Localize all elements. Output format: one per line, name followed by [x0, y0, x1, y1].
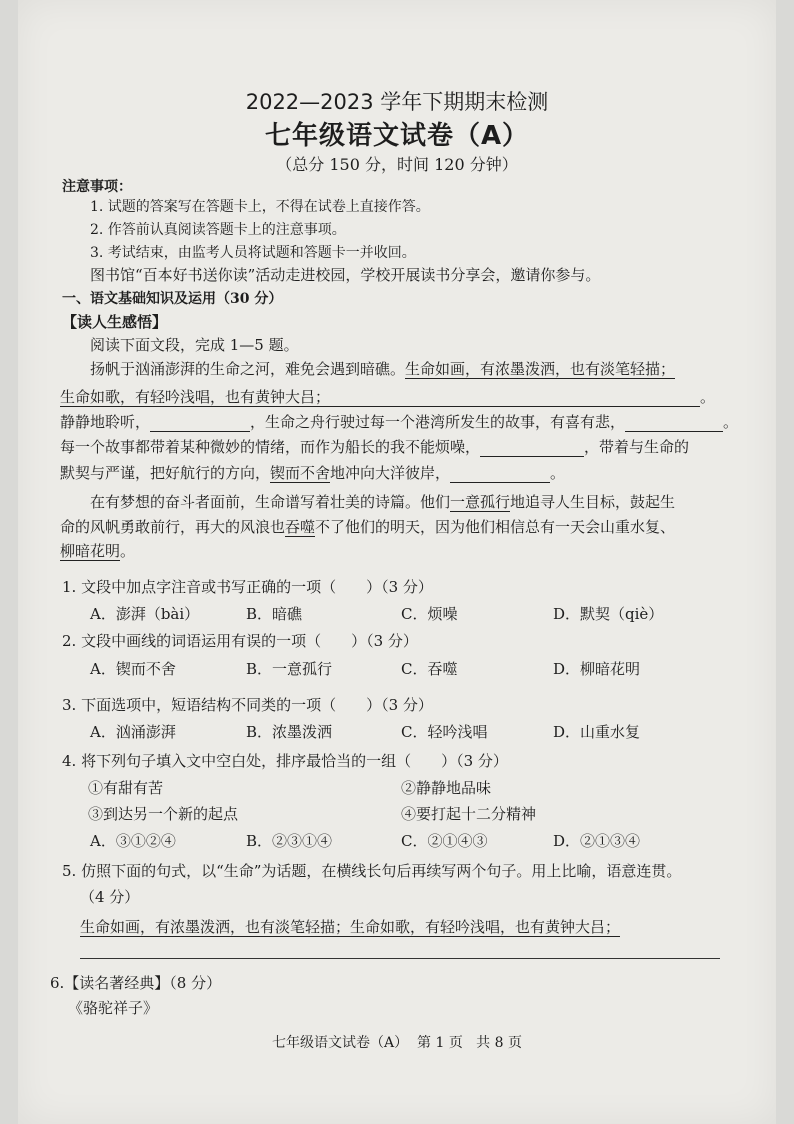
question-2-stem: 2. 文段中画线的词语运用有误的一项（ ）（3 分） [62, 632, 418, 650]
question-5-sample [80, 916, 620, 937]
page-footer: 七年级语文试卷（A） 第 1 页 共 8 页 [272, 1035, 522, 1051]
q4-item-2: ②静静地品味 [401, 779, 492, 797]
period: 。 [723, 413, 739, 431]
passage-text: 不了他们的明天，因为他们相信总有一天会山重水复、 [315, 518, 676, 536]
passage-text: 地追寻人生目标，鼓起生 [510, 493, 676, 511]
passage-text: 地冲向大洋彼岸， [330, 464, 451, 482]
question-4-stem: 4. 将下列句子填入文中空白处，排序最恰当的一组（ ）（3 分） [62, 752, 508, 770]
passage-text: 扬帆于汹涌澎湃的生命之河，难免会遇到暗礁。 [90, 360, 406, 378]
passage-line-7 [60, 516, 675, 537]
underlined-idiom-3: 柳暗花明 [60, 542, 121, 560]
passage-line-8 [60, 540, 135, 561]
underlined-sample-2: 生命如歌，有轻吟浅唱，也有黄钟大吕； [60, 388, 331, 406]
q2-option-c[interactable]: C．吞噬 [401, 660, 458, 678]
passage-line-5 [60, 462, 565, 483]
q4-option-a[interactable]: A．③①②④ [90, 832, 176, 850]
exam-title: 2022—2023 学年下期期末检测 [245, 90, 549, 114]
period: 。 [550, 464, 566, 482]
passage-line-1 [90, 358, 675, 379]
q1-option-b[interactable]: B．暗礁 [246, 605, 303, 623]
answer-blank-3[interactable] [480, 456, 584, 457]
notice-item-3: 3. 考试结束，由监考人员将试题和答题卡一并收回。 [90, 245, 416, 261]
passage-line-2 [60, 386, 715, 407]
answer-blank[interactable] [330, 406, 700, 407]
underlined-word: 吞噬 [285, 518, 316, 536]
notice-item-2: 2. 作答前认真阅读答题卡上的注意事项。 [90, 222, 346, 238]
underlined-idiom-2: 一意孤行 [450, 493, 511, 511]
answer-blank-1[interactable] [150, 431, 250, 432]
q2-option-a[interactable]: A．锲而不舍 [90, 660, 176, 678]
q4-item-1: ①有甜有苦 [88, 779, 164, 797]
instruction: 阅读下面文段，完成 1—5 题。 [90, 336, 299, 354]
q4-item-4: ④要打起十二分精神 [401, 805, 537, 823]
passage-text: 在有梦想的奋斗者面前，生命谱写着壮美的诗篇。他们 [90, 493, 451, 511]
score-time: （总分 150 分，时间 120 分钟） [276, 155, 518, 174]
question-5-stem: 5. 仿照下面的句式，以“生命”为话题，在横线长句后再续写两个句子。用上比喻，语意连贯。 [62, 862, 682, 880]
q4-item-3: ③到达另一个新的起点 [88, 805, 239, 823]
passage-text: 默契与严谨，把好航行的方向， [60, 464, 271, 482]
section1-subheading: 【读人生感悟】 [62, 313, 168, 331]
question-3-stem: 3. 下面选项中，短语结构不同类的一项（ ）（3 分） [62, 696, 433, 714]
answer-blank-4[interactable] [450, 482, 550, 483]
passage-text: ，生命之舟行驶过每一个港湾所发生的故事，有喜有悲， [250, 413, 626, 431]
q3-option-b[interactable]: B．浓墨泼洒 [246, 723, 333, 741]
q3-option-c[interactable]: C．轻吟浅唱 [401, 723, 488, 741]
q1-option-c[interactable]: C．烦噪 [401, 605, 458, 623]
q1-option-a[interactable]: A．澎湃（bài） [90, 605, 200, 623]
q1-option-d[interactable]: D．默契（qiè） [553, 605, 664, 623]
period: 。 [700, 388, 716, 406]
question-5-score: （4 分） [80, 888, 140, 906]
q4-option-b[interactable]: B．②③①④ [246, 832, 333, 850]
q2-option-b[interactable]: B．一意孤行 [246, 660, 333, 678]
passage-line-4 [60, 436, 689, 457]
question-6-heading: 6.【读名著经典】（8 分） [50, 974, 222, 992]
passage-line-3 [60, 411, 738, 432]
period: 。 [120, 542, 136, 560]
q4-option-d[interactable]: D．②①③④ [553, 832, 641, 850]
passage-text: ，带着与生命的 [584, 438, 690, 456]
book-title: 《骆驼祥子》 [68, 999, 159, 1017]
q3-option-d[interactable]: D．山重水复 [553, 723, 641, 741]
question-1-stem: 1. 文段中加点字注音或书写正确的一项（ ）（3 分） [62, 578, 433, 596]
section1-heading: 一、语文基础知识及运用（30 分） [62, 291, 283, 307]
passage-line-6 [90, 491, 675, 512]
passage-text: 静静地聆听， [60, 413, 151, 431]
q3-option-a[interactable]: A．汹涌澎湃 [90, 723, 176, 741]
underlined-idiom-1: 锲而不舍 [270, 464, 331, 482]
passage-text: 命的风帆勇敢前行，再大的风浪也 [60, 518, 286, 536]
activity-intro: 图书馆“百本好书送你读”活动走进校园，学校开展读书分享会，邀请你参与。 [90, 266, 601, 284]
notice-item-1: 1. 试题的答案写在答题卡上，不得在试卷上直接作答。 [90, 199, 430, 215]
exam-subtitle: 七年级语文试卷（A） [264, 121, 530, 151]
underlined-sample-1: 生命如画，有浓墨泼洒，也有淡笔轻描； [405, 360, 676, 378]
underlined-sample-sentence: 生命如画，有浓墨泼洒，也有淡笔轻描；生命如歌，有轻吟浅唱，也有黄钟大吕； [80, 918, 621, 936]
passage-text: 每一个故事都带着某种微妙的情绪，而作为船长的我不能烦噪， [60, 438, 481, 456]
q4-option-c[interactable]: C．②①④③ [401, 832, 488, 850]
answer-line[interactable] [80, 958, 720, 959]
q2-option-d[interactable]: D．柳暗花明 [553, 660, 641, 678]
notice-heading: 注意事项： [62, 179, 132, 195]
answer-blank-2[interactable] [625, 431, 723, 432]
